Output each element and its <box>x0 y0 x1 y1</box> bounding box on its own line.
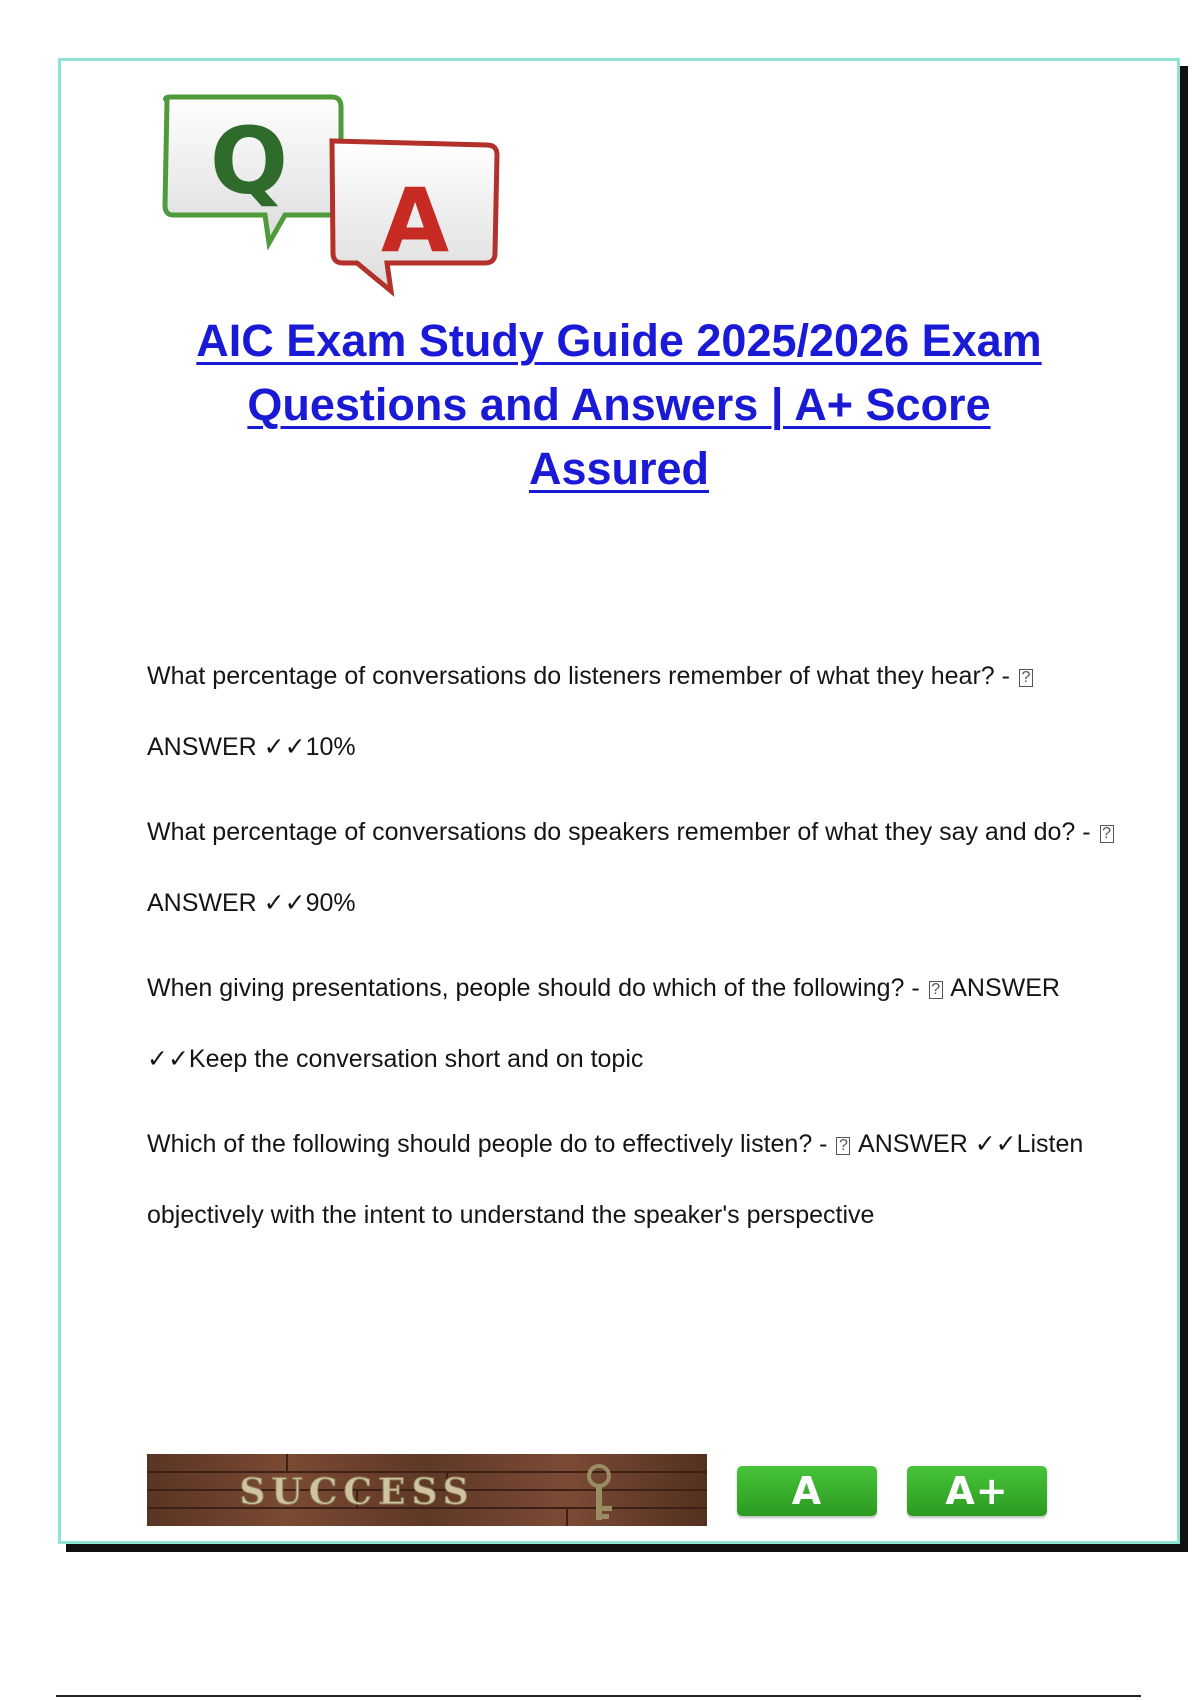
qa-item <box>147 797 1137 939</box>
qa-logo <box>157 93 517 313</box>
grade-aplus-badge: A+ <box>907 1466 1047 1516</box>
answer-label: ANSWER ✓✓ <box>147 889 306 917</box>
answer-text: Listen objectively with the intent to understand the speaker's perspective <box>147 1130 1084 1229</box>
missing-glyph-icon: ? <box>1100 825 1114 843</box>
bottom-divider <box>56 1695 1141 1697</box>
separator: - <box>1075 818 1098 846</box>
success-banner-text: SUCCESS <box>239 1471 475 1513</box>
success-banner <box>147 1454 707 1526</box>
answer-label: ANSWER ✓✓ <box>147 733 306 761</box>
separator: - <box>904 974 927 1002</box>
answer-text: Keep the conversation short and on topic <box>188 1045 644 1073</box>
logo-q-letter: Q <box>209 108 289 215</box>
separator: - <box>812 1130 835 1158</box>
answer-label: ANSWER ✓✓ <box>147 974 1060 1073</box>
question-text: Which of the following should people do to effectively listen? <box>147 1130 813 1158</box>
question-text: What percentage of conversations do listeners remember of what they hear? <box>147 662 995 690</box>
answer-label: ANSWER ✓✓ <box>852 1130 1017 1158</box>
title-line-1: AIC Exam Study Guide 2025/2026 Exam <box>196 315 1042 366</box>
document-title <box>101 309 1137 501</box>
missing-glyph-icon: ? <box>836 1137 850 1155</box>
qa-item <box>147 641 1137 783</box>
title-line-2: Questions and Answers | A+ Score <box>247 379 991 430</box>
missing-glyph-icon: ? <box>1019 669 1033 687</box>
question-text: What percentage of conversations do speakers remember of what they say and do? <box>147 818 1076 846</box>
answer-text: 90% <box>305 889 356 917</box>
question-text: When giving presentations, people should do which of the following? <box>147 974 905 1002</box>
qa-item <box>147 953 1137 1095</box>
missing-glyph-icon: ? <box>929 981 943 999</box>
qa-list <box>147 641 1137 1265</box>
title-line-3: Assured <box>528 443 710 494</box>
answer-text: 10% <box>305 733 356 761</box>
logo-a-letter: A <box>380 169 450 272</box>
document-page <box>58 58 1180 1544</box>
separator: - <box>994 662 1017 690</box>
qa-item <box>147 1109 1137 1251</box>
grade-a-badge: A <box>737 1466 877 1516</box>
